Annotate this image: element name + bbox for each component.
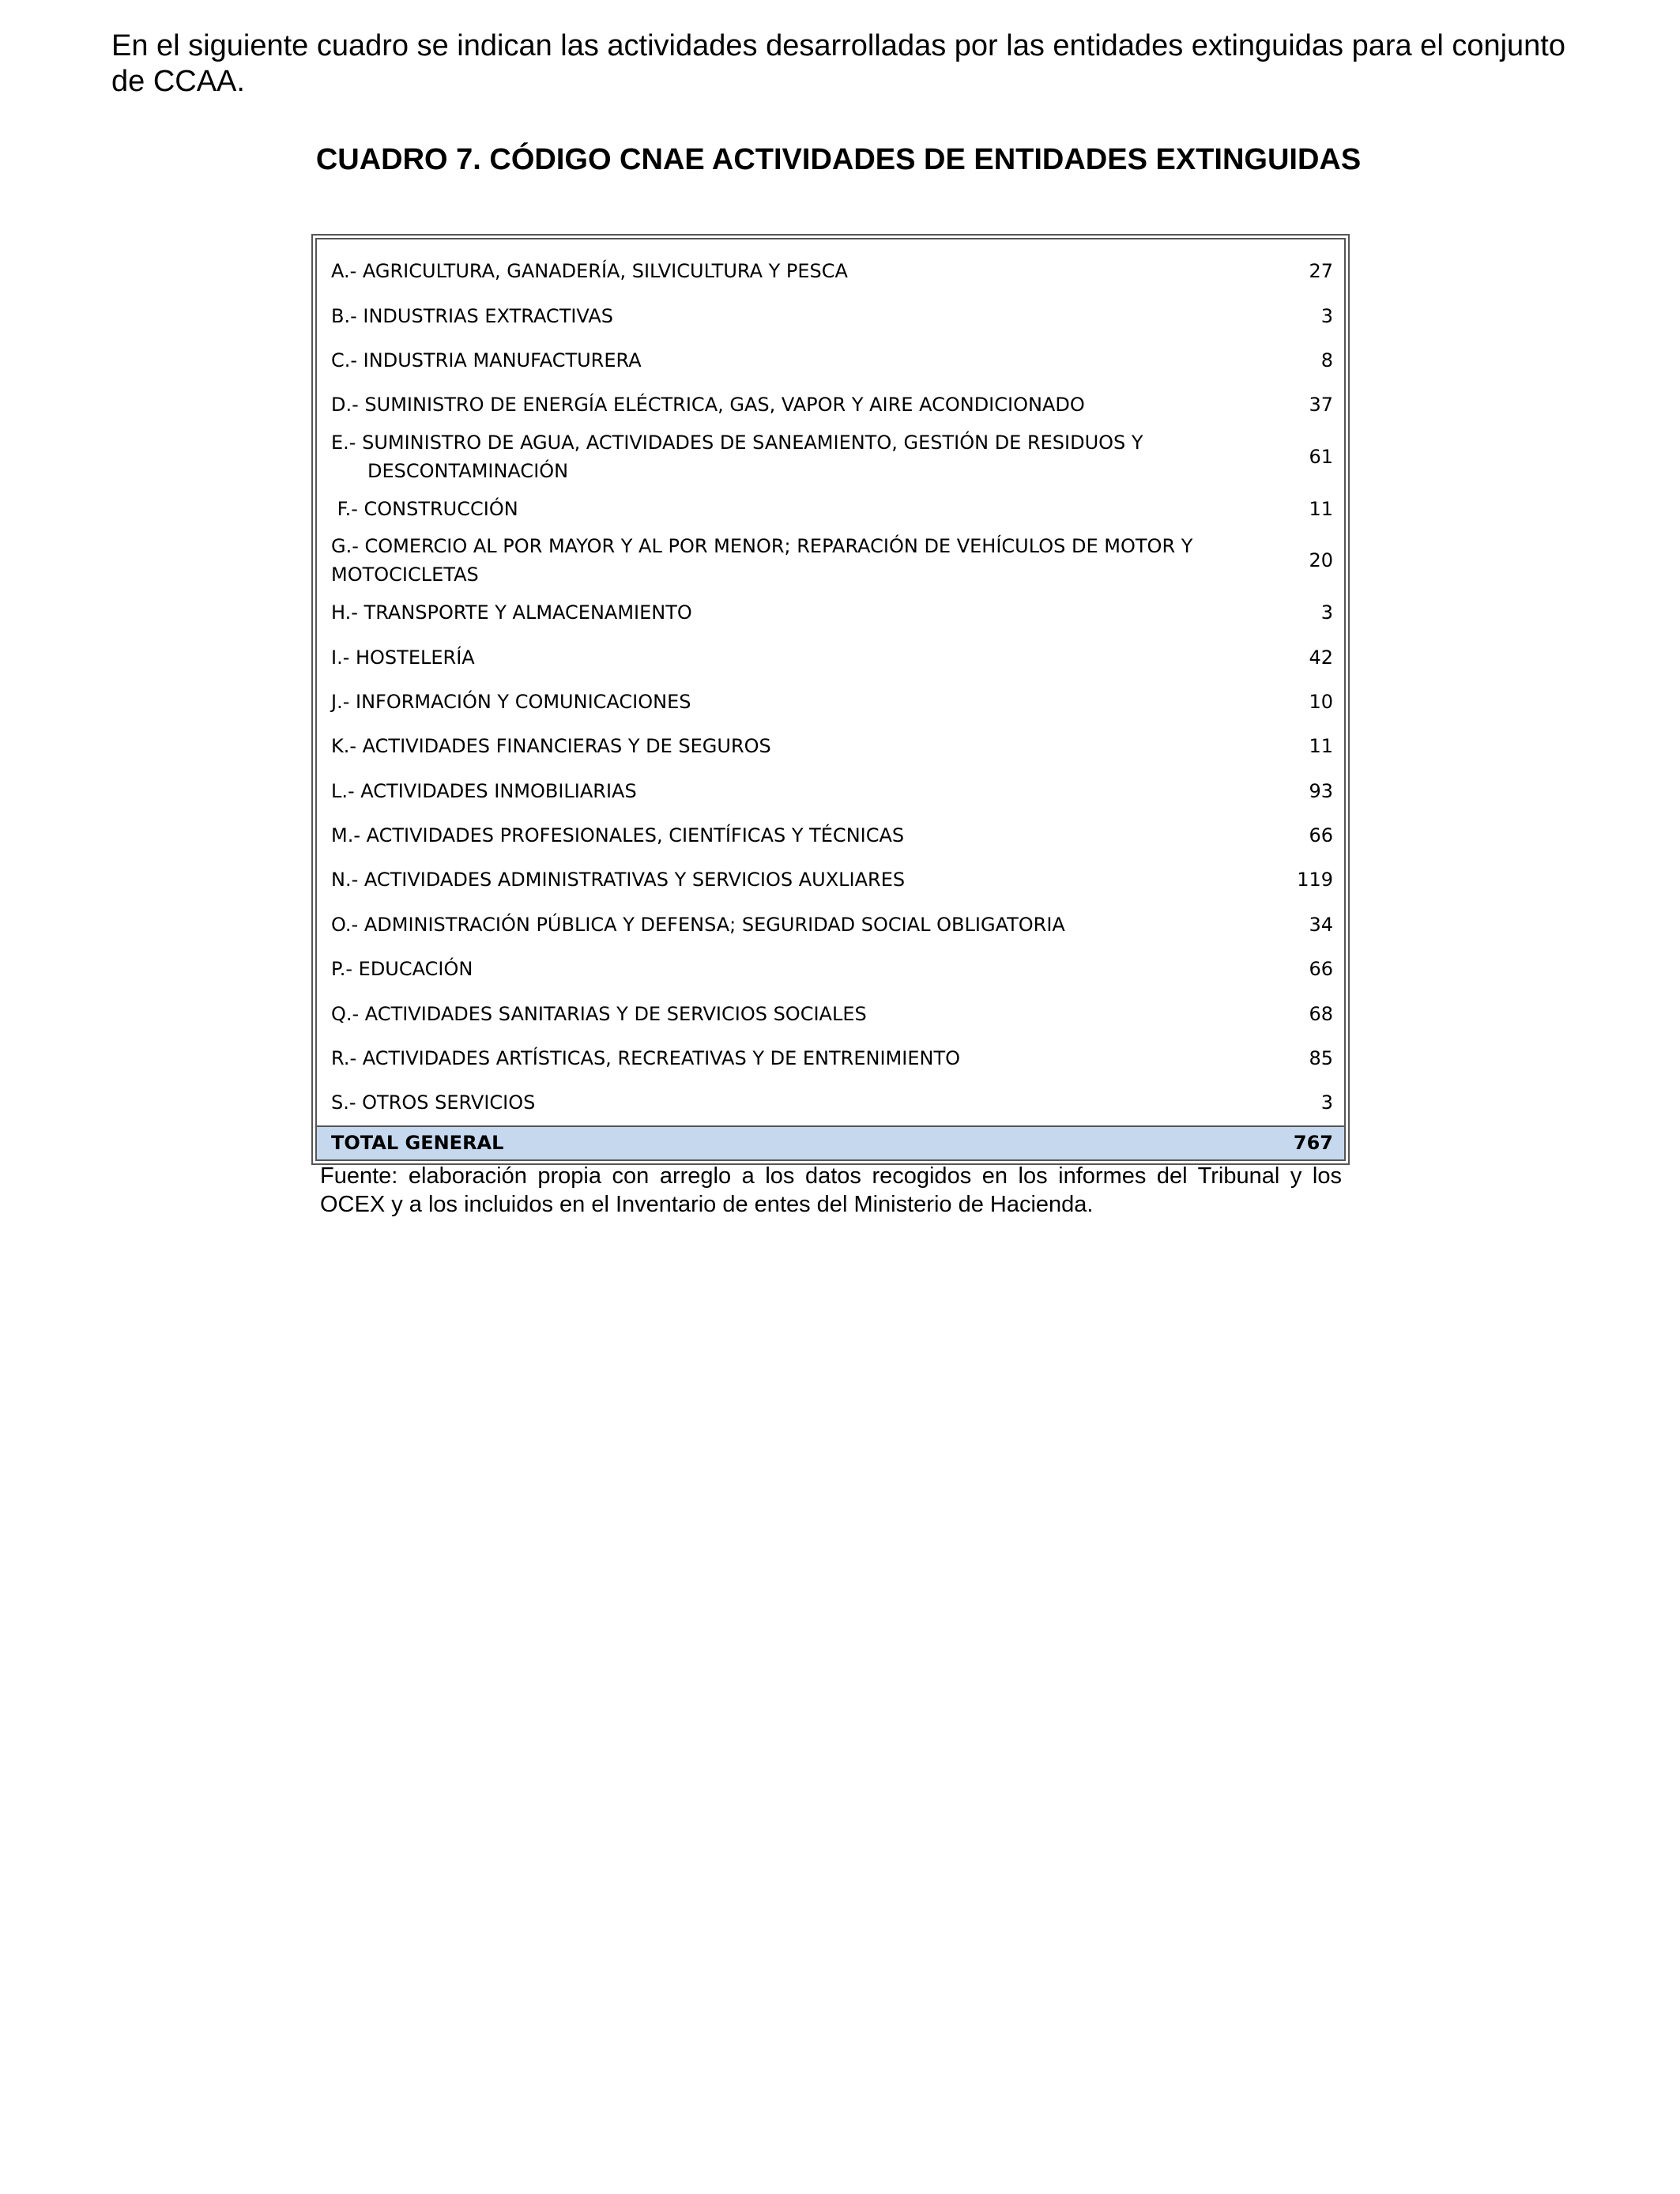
table-row [317, 724, 1344, 768]
table-row [317, 813, 1344, 858]
cnae-table [311, 234, 1350, 1165]
row-value: 66 [1309, 824, 1333, 847]
row-label: K.- ACTIVIDADES FINANCIERAS Y DE SEGUROS [331, 735, 771, 758]
total-label: TOTAL GENERAL [331, 1132, 504, 1155]
total-row [317, 1125, 1344, 1159]
table-row [317, 531, 1344, 590]
table-row [317, 947, 1344, 991]
table-row [317, 487, 1344, 531]
row-label-wrap [331, 428, 1286, 485]
table-row [317, 249, 1344, 293]
row-value: 61 [1309, 446, 1333, 469]
row-label: S.- OTROS SERVICIOS [331, 1091, 536, 1114]
row-label-continuation: DESCONTAMINACIÓN [367, 460, 569, 483]
cnae-table-inner [315, 238, 1346, 1161]
table-row [317, 769, 1344, 813]
row-label: J.- INFORMACIÓN Y COMUNICACIONES [331, 690, 691, 713]
row-label: I.- HOSTELERÍA [331, 646, 475, 669]
table-row [317, 1080, 1344, 1125]
row-value: 11 [1309, 735, 1333, 758]
table-row [317, 858, 1344, 902]
table-row [317, 635, 1344, 679]
row-value: 68 [1309, 1002, 1333, 1025]
table-row [317, 1036, 1344, 1080]
row-label: R.- ACTIVIDADES ARTÍSTICAS, RECREATIVAS Y DE ENTRENIMIENTO [331, 1047, 960, 1070]
row-label: O.- ADMINISTRACIÓN PÚBLICA Y DEFENSA; SEGURIDAD SOCIAL OBLIGATORIA [331, 913, 1065, 936]
row-label-wrap [331, 532, 1286, 589]
row-value: 37 [1309, 394, 1333, 417]
row-value: 8 [1320, 349, 1333, 371]
table-row [317, 680, 1344, 724]
table-row [317, 338, 1344, 383]
row-label: B.- INDUSTRIAS EXTRACTIVAS [331, 304, 613, 327]
row-value: 34 [1309, 913, 1333, 936]
table-title: CUADRO 7. CÓDIGO CNAE ACTIVIDADES DE ENTIDADES EXTINGUIDAS [315, 143, 1362, 176]
row-value: 10 [1309, 690, 1333, 713]
row-value: 3 [1320, 304, 1333, 327]
row-label: M.- ACTIVIDADES PROFESIONALES, CIENTÍFICAS Y TÉCNICAS [331, 824, 905, 847]
row-label: E.- SUMINISTRO DE AGUA, ACTIVIDADES DE SANEAMIENTO, GESTIÓN DE RESIDUOS Y [331, 432, 1143, 454]
row-value: 20 [1309, 549, 1333, 572]
total-value: 767 [1293, 1132, 1333, 1155]
row-value: 66 [1309, 958, 1333, 981]
row-value: 93 [1309, 779, 1333, 802]
table-body [317, 239, 1344, 1125]
table-row [317, 293, 1344, 337]
row-label: G.- COMERCIO AL POR MAYOR Y AL POR MENOR; REPARACIÓN DE VEHÍCULOS DE MOTOR Y [331, 535, 1193, 558]
table-row [317, 383, 1344, 427]
row-label: H.- TRANSPORTE Y ALMACENAMIENTO [331, 601, 692, 624]
row-label: L.- ACTIVIDADES INMOBILIARIAS [331, 779, 637, 802]
intro-paragraph: En el siguiente cuadro se indican las actividades desarrolladas por las entidades extinguidas para el conjunto de CCAA. [111, 29, 1565, 98]
table-row [317, 428, 1344, 487]
row-label: Q.- ACTIVIDADES SANITARIAS Y DE SERVICIOS SOCIALES [331, 1002, 867, 1025]
table-row [317, 991, 1344, 1035]
source-note: Fuente: elaboración propia con arreglo a los datos recogidos en los informes del Tribunal y los OCEX y a los incluidos en el Inventario de entes del Ministerio de Hacienda. [320, 1163, 1342, 1217]
row-value: 11 [1309, 497, 1333, 520]
row-value: 3 [1320, 601, 1333, 624]
row-label: D.- SUMINISTRO DE ENERGÍA ELÉCTRICA, GAS, VAPOR Y AIRE ACONDICIONADO [331, 394, 1085, 417]
row-label: N.- ACTIVIDADES ADMINISTRATIVAS Y SERVICIOS AUXLIARES [331, 869, 906, 892]
table-row [317, 903, 1344, 947]
row-value: 27 [1309, 260, 1333, 283]
row-label: P.- EDUCACIÓN [331, 958, 473, 981]
table-row [317, 590, 1344, 635]
row-value: 42 [1309, 646, 1333, 669]
row-label-continuation: MOTOCICLETAS [331, 564, 479, 586]
row-label: F.- CONSTRUCCIÓN [331, 497, 518, 520]
row-label: A.- AGRICULTURA, GANADERÍA, SILVICULTURA Y PESCA [331, 260, 848, 283]
row-value: 119 [1297, 869, 1333, 892]
row-label: C.- INDUSTRIA MANUFACTURERA [331, 349, 642, 371]
row-value: 3 [1320, 1091, 1333, 1114]
row-value: 85 [1309, 1047, 1333, 1070]
